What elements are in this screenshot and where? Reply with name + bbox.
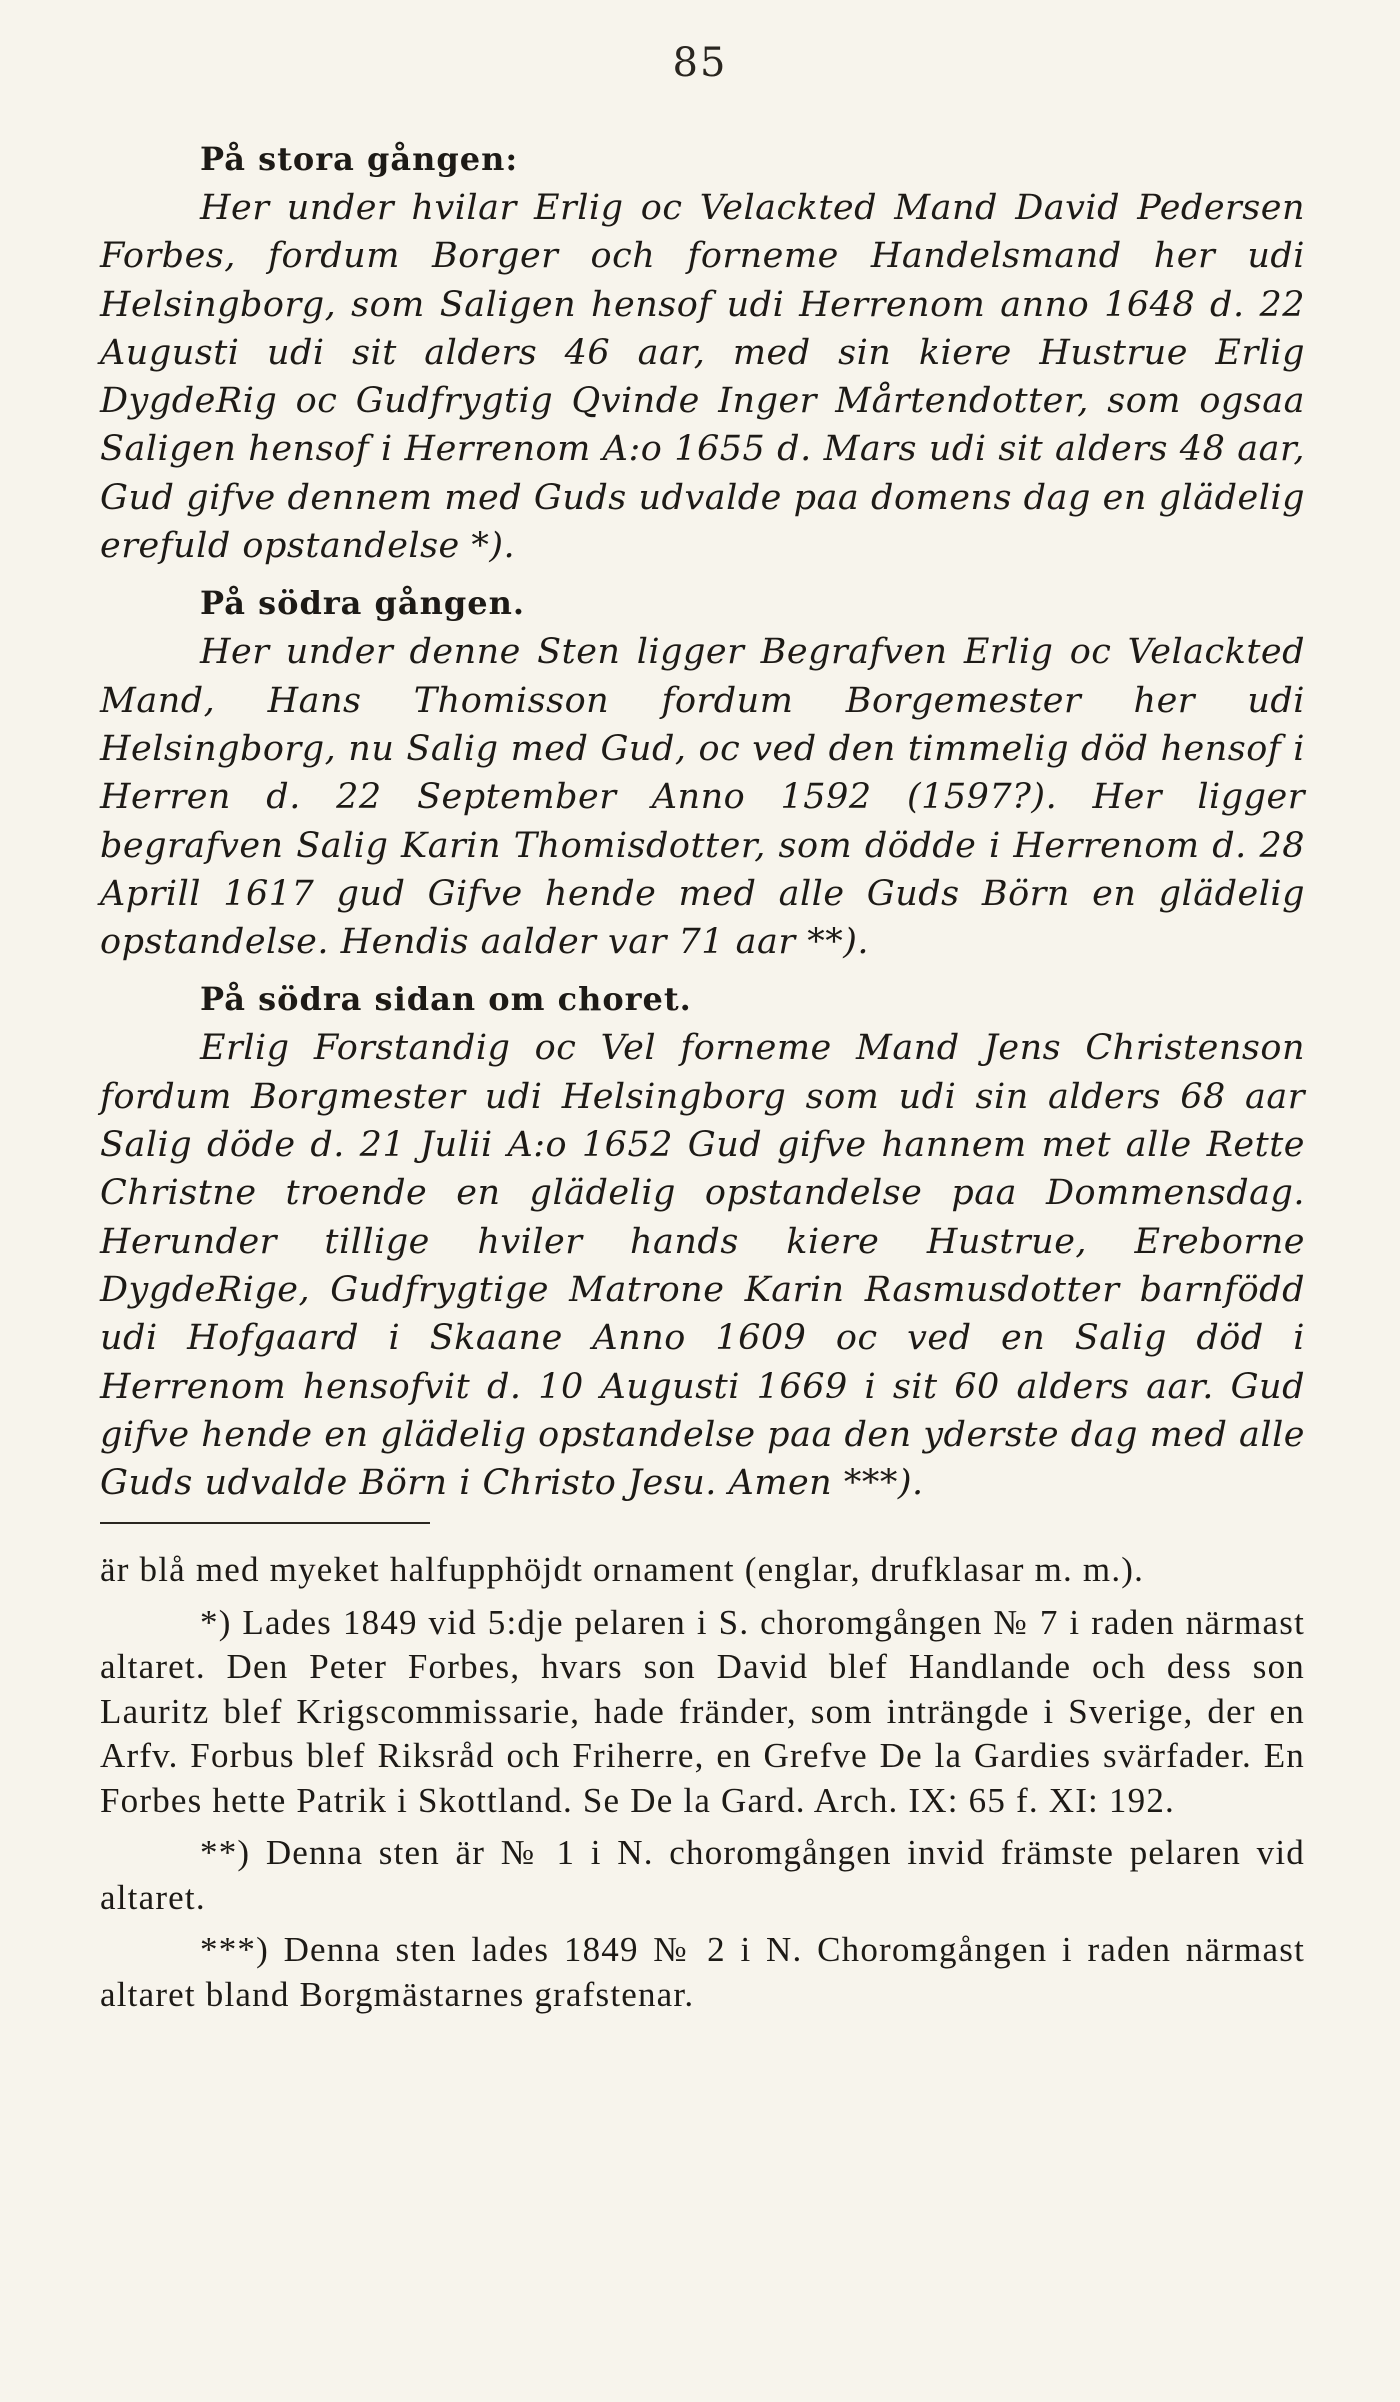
main-text [100, 128, 1305, 1515]
section-heading: På södra sidan om choret. [200, 980, 692, 1019]
section-heading: På södra gången. [200, 584, 526, 623]
footnote-continuation: är blå med myeket halfupphöjdt ornament (englar, drufklasar m. m.). [100, 1550, 1145, 1589]
footnote: ***) Denna sten lades 1849 № 2 i N. Choromgången i raden närmast altaret bland Borgmästarnes grafstenar. [100, 1930, 1305, 2014]
inscription-text: Her under denne Sten ligger Begrafven Erlig oc Velackted Mand, Hans Thomisson fordum Borgemester her udi Helsingborg, nu Salig med Gud, oc ved den timmelig död hensof i Herren d. 22 September Anno 1592 (1597?). Her ligger begrafven Salig Karin Thomisdotter, som dödde i Herrenom d. 28 Aprill 1617 gud Gifve hende med alle Guds Börn en glädelig opstandelse. Hendis aalder var 71 aar **). [100, 632, 1305, 963]
footnotes [100, 1548, 1305, 2025]
footnote-divider [100, 1522, 430, 1524]
footnote: **) Denna sten är № 1 i N. choromgången invid främste pelaren vid altaret. [100, 1833, 1305, 1917]
footnote: *) Lades 1849 vid 5:dje pelaren i S. choromgången № 7 i raden närmast altaret. Den Peter Forbes, hvars son David blef Handlande och dess son Lauritz blef Krigscommissarie, hade fränder, som inträngde i Sverige, der en Arfv. Forbus blef Riksråd och Friherre, en Grefve De la Gardies svärfader. En Forbes hette Patrik i Skottland. Se De la Gard. Arch. IX: 65 f. XI: 192. [100, 1602, 1305, 1820]
inscription-text: Her under hvilar Erlig oc Velackted Mand David Pedersen Forbes, fordum Borger och forneme Handelsmand her udi Helsingborg, som Saligen hensof udi Herrenom anno 1648 d. 22 Augusti udi sit alders 46 aar, med sin kiere Hustrue Erlig DygdeRig oc Gudfrygtig Qvinde Inger Mårtendotter, som ogsaa Saligen hensof i Herrenom A:o 1655 d. Mars udi sit alders 48 aar, Gud gifve dennem med Guds udvalde paa domens dag en glädelig erefuld opstandelse *). [100, 188, 1305, 567]
page-number: 85 [672, 40, 728, 86]
section-heading: På stora gången: [200, 140, 519, 178]
inscription-text: Erlig Forstandig oc Vel forneme Mand Jens Christenson fordum Borgmester udi Helsingborg som udi sin alders 68 aar Salig döde d. 21 Julii A:o 1652 Gud gifve hannem met alle Rette Christne troende en glädelig opstandelse paa Dommensdag. Herunder tillige hviler hands kiere Hustrue, Ereborne DygdeRige, Gudfrygtige Matrone Karin Rasmusdotter barnfödd udi Hofgaard i Skaane Anno 1609 oc ved en Salig död i Herrenom hensofvit d. 10 Augusti 1669 i sit 60 alders aar. Gud gifve hende en glädelig opstandelse paa den yderste dag med alle Guds udvalde Börn i Christo Jesu. Amen ***). [100, 1028, 1305, 1504]
